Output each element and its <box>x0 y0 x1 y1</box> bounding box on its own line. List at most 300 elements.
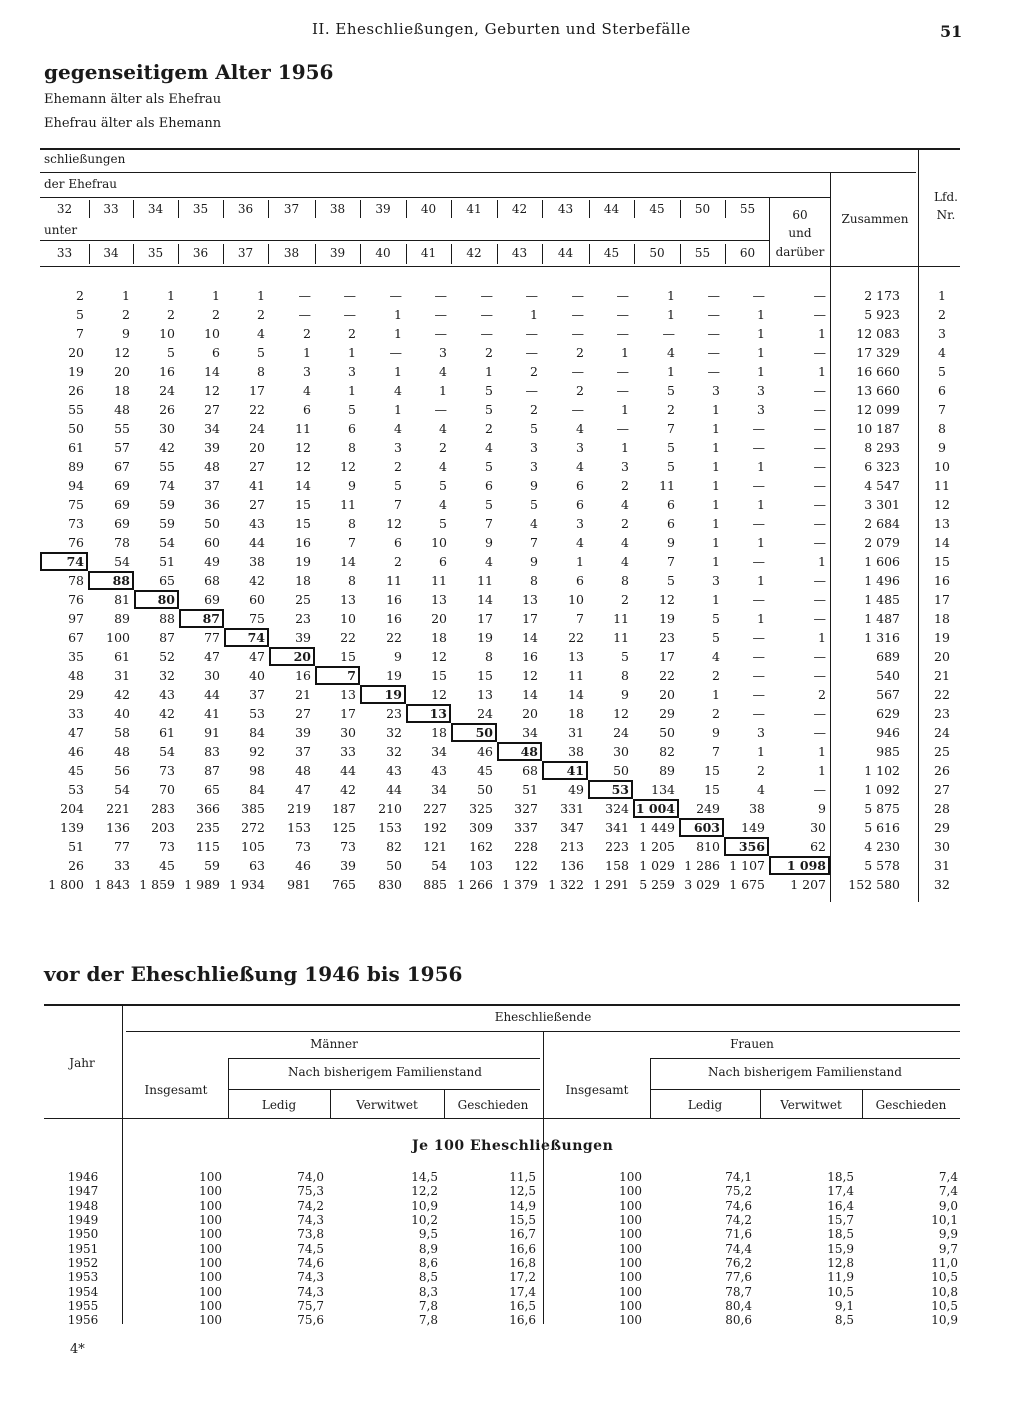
table-cell: 1 107 <box>729 858 765 873</box>
table-cell: 14 <box>568 687 584 702</box>
total-cell: 5 578 <box>864 858 900 873</box>
table-cell: 46 <box>477 744 493 759</box>
table-cell: 44 <box>204 687 220 702</box>
row-number-cell: 30 <box>934 839 950 854</box>
table-cell: — <box>813 402 826 417</box>
hdr-ledig-f: Ledig <box>687 1098 723 1112</box>
table-row <box>40 324 970 343</box>
table-cell: 2 <box>530 402 538 417</box>
table-cell: 44 <box>386 782 402 797</box>
table-cell: 8 <box>530 573 538 588</box>
table-cell: — <box>389 345 402 360</box>
hdr-verwitwet-f: Verwitwet <box>780 1098 842 1112</box>
table-cell: 75,6 <box>297 1313 324 1328</box>
table-cell: 1 <box>757 535 765 550</box>
total-cell: 2 079 <box>864 535 900 550</box>
table-cell: 41 <box>542 761 588 780</box>
table-cell: 48 <box>204 459 220 474</box>
hdr-geschieden-f: Geschieden <box>875 1098 947 1112</box>
table-cell: — <box>480 288 493 303</box>
row-number-cell: 15 <box>934 554 950 569</box>
table-cell: 30 <box>159 421 175 436</box>
table-cell: — <box>813 288 826 303</box>
table-cell: 2 <box>303 326 311 341</box>
table-cell: 100 <box>619 1170 642 1185</box>
table-cell: 34 <box>431 744 447 759</box>
table-cell: 8,5 <box>834 1313 854 1328</box>
table-cell: 9 <box>712 725 720 740</box>
table-cell: 8 <box>621 573 629 588</box>
table-cell: 30 <box>613 744 629 759</box>
table-cell: 16 <box>522 649 538 664</box>
table-cell: 40 <box>249 668 265 683</box>
table-cell: 81 <box>114 592 130 607</box>
table-cell: 3 <box>530 459 538 474</box>
table-cell: 5 <box>667 383 675 398</box>
table-cell: — <box>813 649 826 664</box>
table-cell: 1 379 <box>502 877 538 892</box>
table-cell: 1 <box>485 364 493 379</box>
table-row <box>40 704 970 723</box>
table-row <box>44 1299 964 1313</box>
table-cell: 1 <box>712 535 720 550</box>
table-cell: 53 <box>68 782 84 797</box>
hdr-bottom-sep <box>360 244 361 264</box>
table-cell: 73 <box>295 839 311 854</box>
table-cell: 87 <box>179 609 224 628</box>
table-cell: 153 <box>378 820 402 835</box>
hdr-top-7: 39 <box>375 202 391 216</box>
table-cell: 10,5 <box>931 1298 958 1313</box>
total-cell: 10 187 <box>856 421 900 436</box>
table1-rule-a <box>40 172 916 173</box>
table-cell: 15,5 <box>509 1213 536 1228</box>
table2-rule-top <box>44 1004 960 1006</box>
hdr-zusammen: Zusammen <box>841 212 909 226</box>
table-cell: 43 <box>386 763 402 778</box>
table-cell: 7 <box>76 326 84 341</box>
table-cell: 210 <box>378 801 402 816</box>
hdr-top-sep <box>451 200 452 218</box>
table-cell: 16 <box>386 592 402 607</box>
hdr-top-0: 32 <box>56 202 73 216</box>
table-cell: 27 <box>204 402 220 417</box>
table-cell: 75,7 <box>297 1298 324 1313</box>
table-cell: — <box>813 706 826 721</box>
table-cell: 60 <box>249 592 265 607</box>
table-cell: 54 <box>114 554 130 569</box>
table-cell: 10,5 <box>931 1270 958 1285</box>
table-cell: 77,6 <box>725 1270 752 1285</box>
table-cell: 42 <box>114 687 130 702</box>
total-cell: 1 487 <box>864 611 900 626</box>
total-cell: 629 <box>876 706 900 721</box>
hdr-top-15: 55 <box>739 202 756 216</box>
table-cell: 13 <box>568 649 584 664</box>
hdr-top-1: 33 <box>103 202 119 216</box>
table-cell: — <box>434 326 447 341</box>
table-cell: 105 <box>241 839 265 854</box>
table-cell: 24 <box>613 725 629 740</box>
table-row <box>40 514 970 533</box>
hdr-nach-m: Nach bisherigem Familienstand <box>288 1065 482 1079</box>
table-cell: 15 <box>704 763 720 778</box>
table-cell: 11 <box>431 573 447 588</box>
total-cell: 1 496 <box>864 573 900 588</box>
table-cell: 3 <box>757 402 765 417</box>
table-cell: 2 <box>757 763 765 778</box>
table-cell: 1 <box>712 459 720 474</box>
table-row <box>44 1227 964 1241</box>
table-cell: — <box>343 307 356 322</box>
table-cell: 2 <box>712 706 720 721</box>
hdr-bottom-4: 37 <box>237 246 254 260</box>
table-cell: — <box>813 497 826 512</box>
table-cell: 4 <box>621 554 629 569</box>
table-row <box>40 628 970 647</box>
table-cell: — <box>813 611 826 626</box>
table-cell: 80,4 <box>725 1298 752 1313</box>
table-cell: 69 <box>114 497 130 512</box>
table-cell: 100 <box>199 1313 222 1328</box>
table-row <box>40 533 970 552</box>
table-cell: 5 <box>167 345 175 360</box>
table-cell: 9,0 <box>938 1198 958 1213</box>
hdr-insgesamt-m: Insgesamt <box>144 1083 208 1097</box>
table-row <box>40 590 970 609</box>
table-cell: 981 <box>287 877 311 892</box>
table-cell: 6 <box>576 497 584 512</box>
table-cell: — <box>480 326 493 341</box>
hdr-top-2: 34 <box>147 202 164 216</box>
total-cell: 4 547 <box>864 478 900 493</box>
table-cell: 18 <box>431 630 447 645</box>
table-cell: 10 <box>568 592 584 607</box>
table-cell: 31 <box>568 725 584 740</box>
table-cell: 4 <box>576 535 584 550</box>
table-cell: 1 <box>818 364 826 379</box>
table-cell: 7 <box>667 554 675 569</box>
table-cell: 15 <box>477 668 493 683</box>
table-cell: 9 <box>348 478 356 493</box>
table-cell: 1 322 <box>548 877 584 892</box>
table-cell: — <box>616 326 629 341</box>
table-cell: 4 <box>621 497 629 512</box>
table-cell: 54 <box>114 782 130 797</box>
table-cell: 78 <box>114 535 130 550</box>
table-cell: — <box>813 782 826 797</box>
table-cell: 17,4 <box>827 1184 854 1199</box>
year-cell: 1952 <box>67 1255 99 1270</box>
table-cell: 7 <box>530 535 538 550</box>
table-cell: 10,9 <box>931 1313 958 1328</box>
table-cell: 27 <box>249 459 265 474</box>
table-cell: 8,3 <box>418 1284 438 1299</box>
hdr-bottom-6: 39 <box>329 246 346 260</box>
table-cell: 18 <box>114 383 130 398</box>
table-cell: 20 <box>68 345 84 360</box>
year-cell: 1956 <box>67 1313 99 1328</box>
table-cell: 10 <box>431 535 447 550</box>
row-number-cell: 12 <box>934 497 950 512</box>
table2-rule-c <box>650 1058 960 1059</box>
table-cell: 32 <box>159 668 175 683</box>
table-cell: 9 <box>530 554 538 569</box>
table-cell: — <box>662 326 675 341</box>
table-cell: 45 <box>477 763 493 778</box>
table-cell: 100 <box>199 1227 222 1242</box>
table-cell: — <box>752 592 765 607</box>
table-cell: 9 <box>394 649 402 664</box>
table-cell: 41 <box>249 478 265 493</box>
table-cell: 8,6 <box>418 1255 438 1270</box>
table-cell: 327 <box>514 801 538 816</box>
table-cell: 22 <box>659 668 675 683</box>
table-cell: 20 <box>249 440 265 455</box>
table-cell: 71,6 <box>725 1227 752 1242</box>
table-cell: 4 <box>439 459 447 474</box>
table-cell: 5 <box>530 497 538 512</box>
hdr-top-4: 36 <box>237 202 254 216</box>
table-cell: 309 <box>469 820 493 835</box>
table-cell: — <box>525 383 538 398</box>
table-cell: 17 <box>659 649 675 664</box>
table-cell: 69 <box>204 592 220 607</box>
table-cell: 40 <box>114 706 130 721</box>
hdr-bottom-sep <box>497 244 498 264</box>
table-cell: 1 <box>757 326 765 341</box>
table-cell: 11 <box>613 630 629 645</box>
table-cell: 3 <box>621 459 629 474</box>
table-cell: 5 259 <box>639 877 675 892</box>
hdr-bottom-1: 34 <box>103 246 119 260</box>
table-row <box>40 457 970 476</box>
table-cell: 153 <box>287 820 311 835</box>
table-cell: 1 <box>712 554 720 569</box>
table-cell: 61 <box>159 725 175 740</box>
table-cell: 356 <box>724 837 769 856</box>
table-cell: 12,8 <box>827 1255 854 1270</box>
table-cell: 67 <box>114 459 130 474</box>
row-number-cell: 24 <box>934 725 950 740</box>
table-cell: 1 <box>712 402 720 417</box>
table-cell: 9 <box>621 687 629 702</box>
year-cell: 1953 <box>67 1270 99 1285</box>
table-cell: — <box>525 326 538 341</box>
table-cell: 12 <box>386 516 402 531</box>
table-cell: 76,2 <box>725 1255 752 1270</box>
table-cell: 5 <box>348 402 356 417</box>
table1-subtitle-1: Ehemann älter als Ehefrau <box>44 92 222 107</box>
table-cell: 17,4 <box>509 1284 536 1299</box>
table-cell: 100 <box>199 1184 222 1199</box>
table-cell: — <box>616 288 629 303</box>
table-cell: 34 <box>431 782 447 797</box>
table-cell: 13 <box>477 687 493 702</box>
table-row <box>40 742 970 761</box>
hdr-bottom-15: 60 <box>739 246 756 260</box>
table2-title: vor der Eheschließung 1946 bis 1956 <box>44 962 463 986</box>
table-cell: 55 <box>68 402 84 417</box>
table-cell: 11,9 <box>827 1270 854 1285</box>
row-number-cell: 4 <box>938 345 946 360</box>
table-cell: — <box>616 383 629 398</box>
table-cell: 21 <box>295 687 311 702</box>
table-cell: 53 <box>588 780 633 799</box>
table-cell: 4 <box>757 782 765 797</box>
table-cell: 5 <box>667 459 675 474</box>
table-cell: 50 <box>659 725 675 740</box>
table-cell: 16,5 <box>509 1298 536 1313</box>
table-cell: 1 <box>818 326 826 341</box>
table-cell: 74,2 <box>297 1198 324 1213</box>
hdr-top-11: 43 <box>557 202 574 216</box>
table-cell: 9,7 <box>938 1241 958 1256</box>
table-cell: 1 <box>439 383 447 398</box>
hdr-bottom-14: 55 <box>694 246 711 260</box>
table-cell: 84 <box>249 725 265 740</box>
table-cell: 74,6 <box>725 1198 752 1213</box>
table-cell: 17 <box>522 611 538 626</box>
table-cell: 136 <box>106 820 130 835</box>
table-cell: 5 <box>76 307 84 322</box>
table-cell: 2 <box>439 440 447 455</box>
table-cell: 2 <box>576 383 584 398</box>
table-cell: — <box>752 288 765 303</box>
table-cell: 68 <box>204 573 220 588</box>
table-cell: 54 <box>431 858 447 873</box>
hdr-top-sep <box>89 200 90 218</box>
table-cell: 23 <box>386 706 402 721</box>
table-cell: — <box>752 516 765 531</box>
table-cell: 8 <box>257 364 265 379</box>
table-row <box>40 647 970 666</box>
table-cell: 97 <box>68 611 84 626</box>
table-cell: 100 <box>199 1255 222 1270</box>
table-cell: 26 <box>68 858 84 873</box>
table-cell: 337 <box>514 820 538 835</box>
table1-subtitle-2: Ehefrau älter als Ehemann <box>44 116 222 131</box>
table-cell: 9,1 <box>834 1298 854 1313</box>
table-cell: 91 <box>204 725 220 740</box>
table-cell: 2 <box>621 478 629 493</box>
table-cell: 14 <box>295 478 311 493</box>
table-cell: 11 <box>613 611 629 626</box>
table-cell: 12 <box>431 687 447 702</box>
table-cell: 12 <box>431 649 447 664</box>
table-cell: 4 <box>667 345 675 360</box>
table-row <box>40 495 970 514</box>
hdr-bottom-7: 40 <box>375 246 391 260</box>
table-cell: 100 <box>199 1270 222 1285</box>
table-cell: 23 <box>659 630 675 645</box>
table-cell: 44 <box>340 763 356 778</box>
table-cell: 149 <box>741 820 765 835</box>
table-cell: 2 <box>818 687 826 702</box>
table-cell: 1 <box>757 345 765 360</box>
table-cell: 68 <box>522 763 538 778</box>
table-cell: 12 <box>295 459 311 474</box>
table-cell: 39 <box>340 858 356 873</box>
table-cell: 1 029 <box>639 858 675 873</box>
total-cell: 567 <box>876 687 900 702</box>
table-cell: 6 <box>303 402 311 417</box>
table-cell: 80,6 <box>725 1313 752 1328</box>
table-cell: — <box>813 535 826 550</box>
table-cell: 2 <box>257 307 265 322</box>
table-cell: — <box>813 668 826 683</box>
table-cell: 12 <box>114 345 130 360</box>
hdr-geschieden-m: Geschieden <box>457 1098 529 1112</box>
table-cell: 87 <box>204 763 220 778</box>
table-cell: — <box>434 402 447 417</box>
table-row <box>44 1170 964 1184</box>
table-cell: 18 <box>568 706 584 721</box>
table-cell: 2 <box>394 554 402 569</box>
table-cell: 11 <box>568 668 584 683</box>
table-cell: 73 <box>340 839 356 854</box>
table-cell: 5 <box>485 402 493 417</box>
table-cell: 1 <box>667 288 675 303</box>
row-number-cell: 1 <box>938 288 946 303</box>
table-cell: 9,5 <box>418 1227 438 1242</box>
table-cell: 4 <box>303 383 311 398</box>
table-cell: 219 <box>287 801 311 816</box>
table-cell: 75 <box>249 611 265 626</box>
table-cell: 74,0 <box>297 1170 324 1185</box>
table-cell: 47 <box>249 649 265 664</box>
table-row <box>40 780 970 799</box>
table-cell: 24 <box>249 421 265 436</box>
table-cell: — <box>525 345 538 360</box>
table-cell: 5 <box>712 630 720 645</box>
table-row <box>40 381 970 400</box>
table-cell: 4 <box>439 364 447 379</box>
table-cell: 8 <box>621 668 629 683</box>
table-cell: 18,5 <box>827 1227 854 1242</box>
table-cell: 18 <box>295 573 311 588</box>
hdr-lfd-line1: Lfd. <box>934 190 958 204</box>
table-cell: — <box>571 326 584 341</box>
table-row <box>40 685 970 704</box>
table-cell: 11 <box>386 573 402 588</box>
row-number-cell: 27 <box>934 782 950 797</box>
table-cell: 1 <box>757 573 765 588</box>
hdr-lfd-line2: Nr. <box>936 208 956 222</box>
total-cell: 5 616 <box>864 820 900 835</box>
table-cell: 10,9 <box>411 1198 438 1213</box>
row-number-cell: 13 <box>934 516 950 531</box>
table-row <box>40 552 970 571</box>
hdr-frauen: Frauen <box>730 1037 774 1051</box>
table-cell: 74 <box>159 478 175 493</box>
table-cell: 8,9 <box>418 1241 438 1256</box>
table-cell: 235 <box>196 820 220 835</box>
table-cell: 17 <box>249 383 265 398</box>
table-cell: 1 <box>818 630 826 645</box>
table-cell: 1 <box>712 687 720 702</box>
table-cell: 19 <box>477 630 493 645</box>
table1-rule-b <box>40 197 830 198</box>
table-cell: 7 <box>348 535 356 550</box>
row-number-cell: 10 <box>934 459 950 474</box>
table-cell: 6 <box>667 497 675 512</box>
table-cell: 223 <box>605 839 629 854</box>
table-cell: 5 <box>485 497 493 512</box>
table-cell: 10,5 <box>827 1284 854 1299</box>
hdr-bottom-10: 43 <box>511 246 528 260</box>
table-cell: 43 <box>249 516 265 531</box>
